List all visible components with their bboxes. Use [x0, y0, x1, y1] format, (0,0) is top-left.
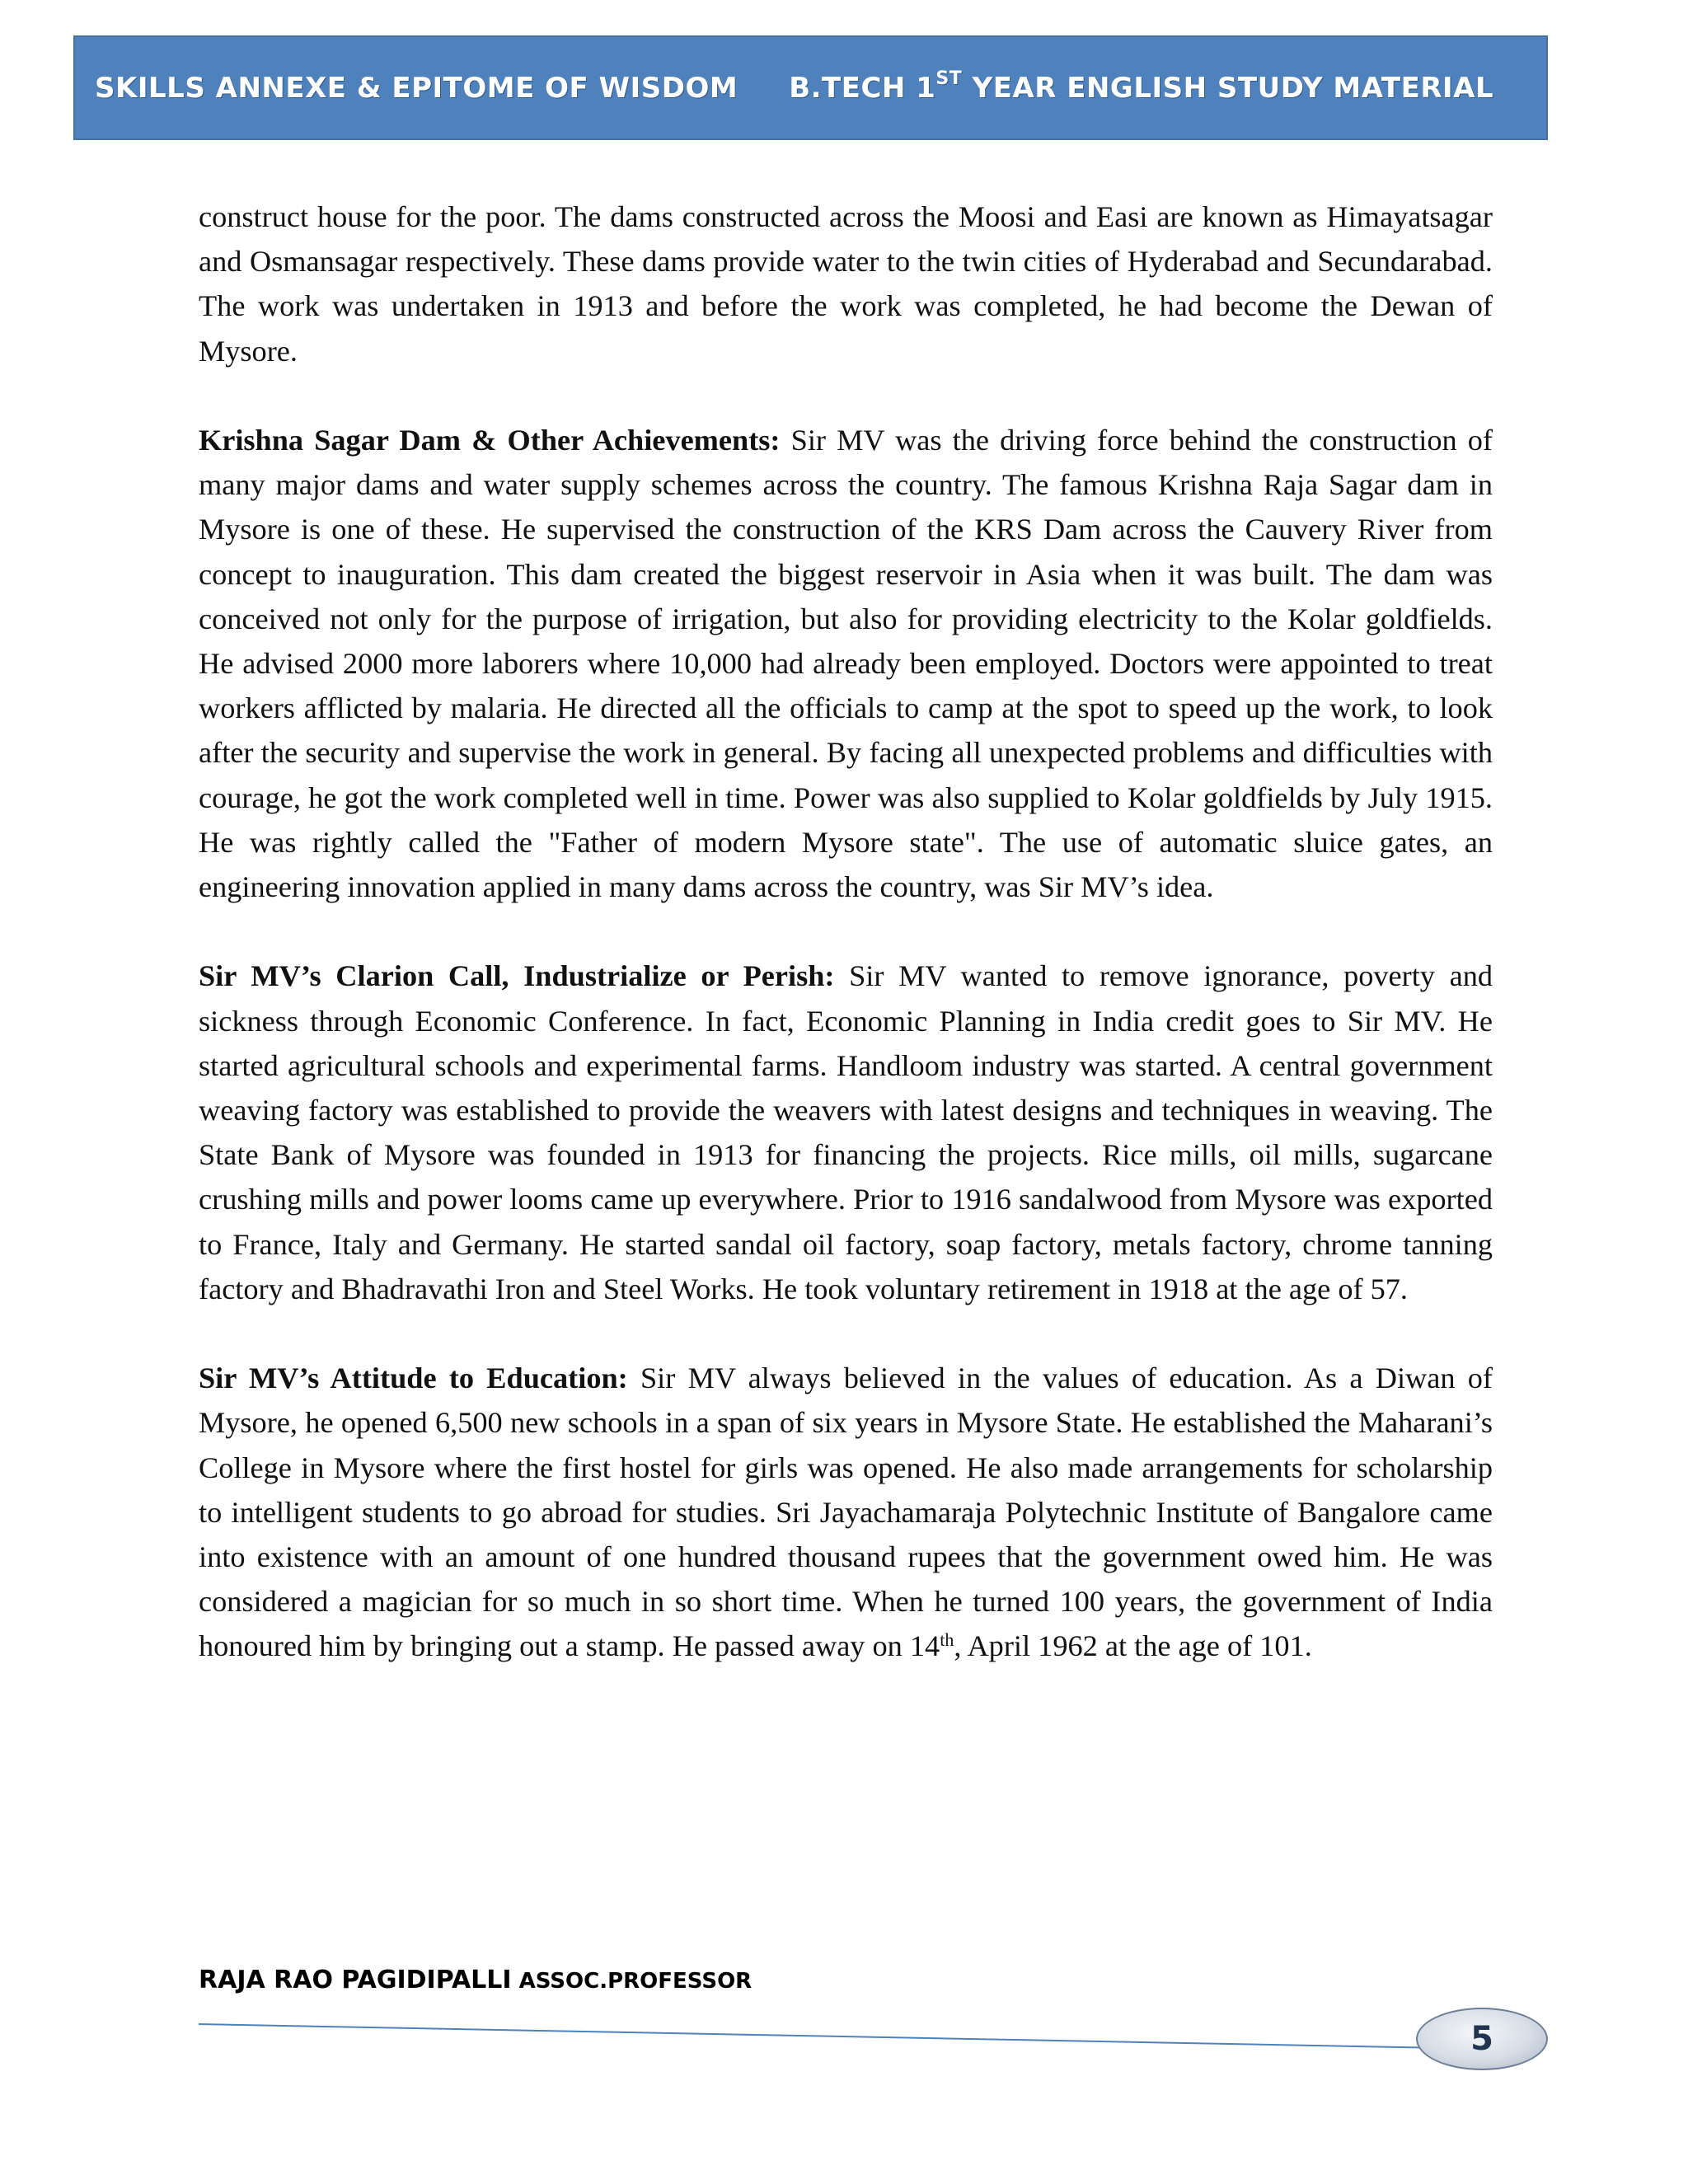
author-name: RAJA RAO PAGIDIPALLI: [199, 1966, 512, 1994]
paragraph-heading: Sir MV’s Attitude to Education:: [199, 1361, 628, 1395]
author-title: ASSOC.PROFESSOR: [511, 1969, 753, 1994]
paragraph-heading: Krishna Sagar Dam & Other Achievements:: [199, 424, 781, 457]
paragraph-industrialize: [199, 954, 1493, 1311]
document-body: [199, 194, 1493, 1669]
paragraph-text: Sir MV wanted to remove ignorance, poverty and sickness through Economic Conference. In fact, Economic Planning in India credit goes to Sir MV. He started agricultural schools and experimental farms. Handloom industry was started. A central government weaving factory was established to provide the weavers with latest designs and techniques in weaving. The State Bank of Mysore was founded in 1913 for financing the projects. Rice mills, oil mills, sugarcane crushing mills and power looms came up everywhere. Prior to 1916 sandalwood from Mysore was exported to France, Italy and Germany. He started sandal oil factory, soap factory, metals factory, chrome tanning factory and Bhadravathi Iron and Steel Works. He took voluntary retirement in 1918 at the age of 57.: [199, 959, 1493, 1305]
paragraph-text: Sir MV always believed in the values of education. As a Diwan of Mysore, he opened 6,500 new schools in a span of six years in Mysore State. He established the Maharani’s College in Mysore where the first hostel for girls was opened. He also made arrangements for scholarship to intelligent students to go abroad for studies. Sri Jayachamaraja Polytechnic Institute of Bangalore came into existence with an amount of one hundred thousand rupees that the government owed him. He was considered a magician for so much in so short time. When he turned 100 years, the government of India honoured him by bringing out a stamp. He passed away on 14: [199, 1361, 1493, 1663]
paragraph-krishna-sagar: [199, 418, 1493, 909]
page-number: 5: [1470, 2020, 1493, 2058]
footer-divider-line: [199, 2023, 1480, 2050]
paragraph-heading: Sir MV’s Clarion Call, Industrialize or Perish:: [199, 959, 835, 993]
header-right-prefix: B.TECH 1: [789, 71, 936, 105]
header-right-title: [789, 68, 1494, 105]
page-number-badge: [1416, 2008, 1548, 2070]
ordinal-superscript: th: [940, 1629, 954, 1651]
header-right-suffix: YEAR ENGLISH STUDY MATERIAL: [962, 71, 1494, 105]
header-left-title: SKILLS ANNEXE & EPITOME OF WISDOM: [95, 71, 738, 105]
paragraph-text-end: , April 1962 at the age of 101.: [954, 1629, 1312, 1663]
header-right-sup: ST: [935, 68, 963, 89]
paragraph-text: Sir MV was the driving force behind the construction of many major dams and water supply schemes across the country. The famous Krishna Raja Sagar dam in Mysore is one of these. He supervised the construction of the KRS Dam across the Cauvery River from concept to inauguration. This dam created the biggest reservoir in Asia when it was built. The dam was conceived not only for the purpose of irrigation, but also for providing electricity to the Kolar goldfields. He advised 2000 more laborers where 10,000 had already been employed. Doctors were appointed to treat workers afflicted by malaria. He directed all the officials to camp at the spot to speed up the work, to look after the security and supervise the work in general. By facing all unexpected problems and difficulties with courage, he got the work completed well in time. Power was also supplied to Kolar goldfields by July 1915. He was rightly called the "Father of modern Mysore state". The use of automatic sluice gates, an engineering innovation applied in many dams across the country, was Sir MV’s idea.: [199, 424, 1493, 904]
paragraph-education: [199, 1356, 1493, 1668]
header-band: [73, 35, 1548, 140]
paragraph-text: construct house for the poor. The dams constructed across the Moosi and Easi are known as Himayatsagar and Osmansagar respectively. These dams provide water to the twin cities of Hyderabad and Secundarabad. The work was undertaken in 1913 and before the work was completed, he had become the Dewan of Mysore.: [199, 200, 1493, 368]
paragraph-hyderabad-dams: [199, 194, 1493, 373]
footer-author: [199, 1966, 752, 1994]
